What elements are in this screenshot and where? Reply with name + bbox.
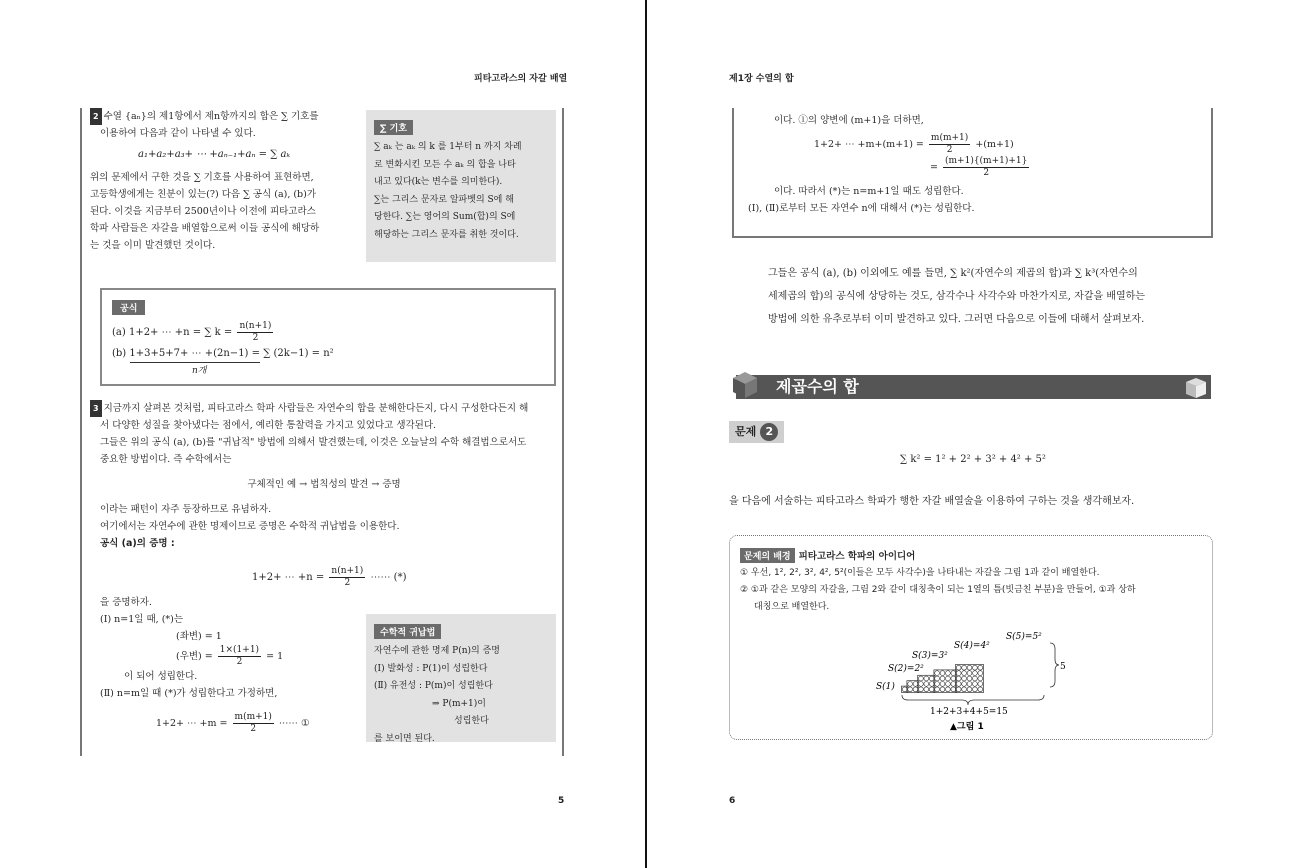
case-1: (Ⅰ) n=1일 때, (*)는 bbox=[100, 614, 184, 625]
sidebox-line: 성립한다 bbox=[454, 716, 489, 726]
figure-caption: ▲그림 1 bbox=[950, 722, 984, 732]
eq-tag: ⋯⋯ ① bbox=[278, 718, 310, 729]
sidebox-line: 당한다. ∑는 영어의 Sum(합)의 S에 bbox=[374, 212, 516, 222]
pebble bbox=[956, 682, 961, 687]
fraction bbox=[233, 712, 274, 735]
background-line: ① 우선, 1², 2², 3², 4², 5²(이들은 모두 사각수)을 나타내는 자갈을 그림 1과 같이 배열한다. bbox=[740, 568, 1100, 578]
numerator: n(n+1) bbox=[239, 321, 272, 331]
pebble bbox=[967, 687, 972, 692]
label-s2: S(2)=2² bbox=[888, 664, 924, 674]
pebble bbox=[967, 676, 972, 681]
text-line: 위의 문제에서 구한 것을 ∑ 기호를 사용하여 표현하면, bbox=[90, 172, 314, 183]
pebble-figure bbox=[870, 628, 1070, 732]
pebble bbox=[946, 676, 951, 681]
text-line: 이 되어 성립한다. bbox=[124, 671, 198, 682]
pebble bbox=[956, 665, 961, 670]
continuation-box bbox=[732, 108, 1213, 238]
sidebox-line: (Ⅰ) 발화성 : P(1)이 성립한다 bbox=[374, 663, 488, 674]
pebble bbox=[951, 687, 956, 692]
problem-equation: ∑ k² = 1² + 2² + 3² + 4² + 5² bbox=[900, 454, 1046, 465]
sidebox-tag: ∑ 기호 bbox=[374, 120, 413, 135]
fraction bbox=[329, 566, 365, 589]
pebble bbox=[919, 687, 924, 692]
problem-text: 을 다음에 서술하는 피타고라스 학파가 행한 자갈 배열술을 이용하여 구하는 것을 생각해보자. bbox=[729, 496, 1135, 507]
pebble bbox=[973, 682, 978, 687]
pebble bbox=[962, 665, 967, 670]
sidebox-line: 를 보이면 된다. bbox=[374, 733, 435, 744]
page-gutter bbox=[645, 0, 647, 868]
pebble bbox=[940, 687, 945, 692]
pebble bbox=[935, 676, 940, 681]
pebble bbox=[913, 682, 918, 687]
pebble bbox=[956, 687, 961, 692]
denominator: 2 bbox=[983, 168, 990, 178]
text-line: 학파 사람들은 자갈을 배열함으로써 이들 공식에 해당하 bbox=[90, 223, 320, 234]
sidebox-line: 내고 있다(k는 변수를 의미한다). bbox=[374, 177, 503, 187]
formula-lhs: 1+3+5+7+ ⋯ +(2n−1) = ∑ (2k−1) = n² bbox=[129, 348, 334, 359]
pebble bbox=[956, 671, 961, 676]
induction-sidebox bbox=[366, 614, 556, 742]
pebble bbox=[919, 682, 924, 687]
pebble bbox=[967, 665, 972, 670]
bottom-brace bbox=[902, 695, 1044, 705]
pebble bbox=[978, 676, 983, 681]
proof-body bbox=[100, 594, 360, 735]
pebble bbox=[940, 671, 945, 676]
left-running-head: 피타고라스의 자갈 배열 bbox=[474, 74, 568, 84]
fraction bbox=[237, 321, 273, 344]
pebble bbox=[978, 665, 983, 670]
proof-equation bbox=[252, 566, 406, 589]
pebble bbox=[929, 687, 934, 692]
pebble bbox=[908, 687, 913, 692]
text-line: 방법에 의한 유추로부터 이미 발견하고 있다. 그러면 다음으로 이들에 대해서 살펴보자. bbox=[768, 314, 1145, 325]
text-line: 이라는 패턴이 자주 등장하므로 유념하자. bbox=[100, 504, 272, 515]
text-line: 이용하여 다음과 같이 나타낼 수 있다. bbox=[100, 128, 256, 139]
text-line: 중요한 방법이다. 즉 수학에서는 bbox=[100, 454, 232, 465]
numerator: n(n+1) bbox=[331, 566, 364, 576]
label-s1: S(1) bbox=[876, 682, 895, 692]
numerator: 1×(1+1) bbox=[219, 645, 260, 655]
pebble bbox=[978, 682, 983, 687]
pebble bbox=[935, 687, 940, 692]
paragraph-3 bbox=[90, 400, 558, 552]
right-side bbox=[100, 645, 360, 668]
background-line: 대칭으로 배열한다. bbox=[754, 602, 830, 612]
formula-label: (a) bbox=[112, 327, 126, 338]
continuation-eq1 bbox=[734, 133, 1211, 156]
pebble bbox=[962, 682, 967, 687]
pebble bbox=[946, 682, 951, 687]
sidebox-line: ∑는 그리스 문자로 알파벳의 S에 해 bbox=[374, 194, 514, 205]
text-line: 서 다양한 성질을 찾아냈다는 점에서, 예리한 통찰력을 가지고 있었다고 생각된다. bbox=[100, 420, 437, 431]
pebble bbox=[951, 676, 956, 681]
pebble bbox=[962, 676, 967, 681]
pebble bbox=[935, 682, 940, 687]
pebble bbox=[978, 687, 983, 692]
pebble bbox=[962, 687, 967, 692]
pebble bbox=[967, 682, 972, 687]
eq-rhs: = 1 bbox=[266, 651, 284, 662]
label-s4: S(4)=4² bbox=[954, 641, 990, 651]
left-margin-rule bbox=[80, 108, 82, 756]
proof-title: 공식 (a)의 증명 : bbox=[100, 538, 175, 549]
label-side: 5 bbox=[1060, 662, 1066, 672]
pebble bbox=[973, 687, 978, 692]
fraction bbox=[929, 133, 970, 156]
eq-lhs: (우변) = bbox=[176, 651, 213, 662]
sidebox-line: 로 변화시킨 모든 수 aₖ 의 합을 나타 bbox=[374, 159, 516, 170]
right-brace bbox=[1050, 643, 1059, 687]
flow-line: 구체적인 예 → 법칙성의 발견 → 증명 bbox=[247, 479, 401, 490]
text-line: 이다. 따라서 (*)는 n=m+1일 때도 성립한다. bbox=[774, 186, 964, 197]
equals-sign: = bbox=[930, 162, 938, 173]
pebble bbox=[929, 676, 934, 681]
sum-equation: a₁+a₂+a₃+ ⋯ +aₙ₋₁+aₙ = ∑ aₖ bbox=[138, 149, 291, 160]
pebble bbox=[940, 676, 945, 681]
label-s3: S(3)=3² bbox=[912, 651, 948, 661]
right-running-head: 제1장 수열의 합 bbox=[729, 74, 794, 84]
text-line: 된다. 이것을 지금부터 2500년이나 이전에 피타고라스 bbox=[90, 206, 316, 217]
case-2: (Ⅱ) n=m일 때 (*)가 성립한다고 가정하면, bbox=[100, 688, 278, 699]
sidebox-line: (Ⅱ) 유전성 : P(m)이 성립한다 bbox=[374, 681, 493, 691]
pebble bbox=[935, 671, 940, 676]
section-cube-icon bbox=[729, 368, 763, 402]
eq-rhs: +(m+1) bbox=[975, 139, 1014, 150]
denominator: 2 bbox=[344, 578, 351, 588]
text-line: 는 것을 이미 발견했던 것이다. bbox=[90, 240, 216, 251]
numerator: m(m+1) bbox=[930, 133, 969, 143]
formula-tag: 공식 bbox=[112, 300, 145, 315]
sidebox-tag: 수학적 귀납법 bbox=[374, 624, 441, 639]
text-line: 세제곱의 합)의 공식에 상당하는 것도, 삼각수나 사각수와 마찬가지로, 자갈을 배열하는 bbox=[768, 291, 1145, 302]
fraction bbox=[943, 156, 1029, 179]
formula-lhs: 1+2+ ⋯ +n = ∑ k = bbox=[128, 327, 233, 338]
paragraph-number: 3 bbox=[90, 400, 102, 417]
pebble bbox=[951, 671, 956, 676]
problem-tag bbox=[729, 421, 784, 443]
right-page-number: 6 bbox=[729, 796, 736, 806]
numerator: m(m+1) bbox=[234, 712, 272, 722]
pebble bbox=[973, 671, 978, 676]
pebble bbox=[946, 687, 951, 692]
eq-lhs: 1+2+ ⋯ +m = bbox=[156, 718, 228, 729]
formula-box bbox=[100, 288, 556, 386]
right-margin-rule bbox=[562, 108, 564, 756]
pebble bbox=[924, 676, 929, 681]
background-tag: 문제의 배경 bbox=[740, 548, 795, 563]
pebble bbox=[919, 676, 924, 681]
denominator: 2 bbox=[946, 145, 953, 155]
denominator: 2 bbox=[236, 657, 243, 667]
sigma-sidebox bbox=[366, 110, 556, 262]
pebble bbox=[924, 682, 929, 687]
pebble bbox=[908, 682, 913, 687]
brace-label: n개 bbox=[192, 366, 207, 376]
text-line: 여기에서는 자연수에 관한 명제이므로 증명은 수학적 귀납법을 이용한다. bbox=[100, 521, 400, 532]
pebble bbox=[913, 687, 918, 692]
pebble bbox=[978, 671, 983, 676]
formula-label: (b) bbox=[112, 348, 127, 359]
denominator: 2 bbox=[252, 333, 259, 343]
section-header bbox=[736, 375, 1211, 399]
pebble bbox=[962, 671, 967, 676]
case-2-equation bbox=[100, 712, 360, 735]
pebble bbox=[929, 682, 934, 687]
text-line: 지금까지 살펴본 것처럼, 피타고라스 학파 사람들은 자연수의 합을 분해한다든지, 다시 구성한다든지 해 bbox=[103, 403, 529, 414]
fraction bbox=[218, 645, 261, 668]
paragraph-number: 2 bbox=[90, 108, 102, 125]
eq-lhs: 1+2+ ⋯ +m+(m+1) = bbox=[814, 139, 924, 150]
paragraph-2 bbox=[90, 108, 360, 254]
pebble bbox=[924, 687, 929, 692]
text-line: (Ⅰ), (Ⅱ)로부터 모든 자연수 n에 대해서 (*)는 성립한다. bbox=[748, 203, 975, 214]
left-side: (좌변) = 1 bbox=[176, 631, 222, 642]
background-line: ② ①과 같은 모양의 자갈을, 그림 2와 같이 대칭축이 되는 1열의 틈(빗금친 부분)을 만들어, ①과 상하 bbox=[740, 585, 1136, 595]
pebble bbox=[902, 687, 907, 692]
continuation-eq2 bbox=[734, 156, 1211, 179]
label-s5: S(5)=5² bbox=[1006, 632, 1042, 642]
section-cube-corner-icon bbox=[1182, 376, 1210, 400]
background-title: 피타고라스 학파의 아이디어 bbox=[798, 551, 916, 562]
text-line: 을 증명하자. bbox=[100, 597, 152, 608]
text-line: 그들은 공식 (a), (b) 이외에도 예를 들면, ∑ k²(자연수의 제곱의 합)과 ∑ k³(자연수의 bbox=[768, 268, 1138, 279]
eq-tag: ⋯⋯ (*) bbox=[370, 572, 407, 583]
pebble bbox=[940, 682, 945, 687]
problem-number: 2 bbox=[760, 423, 778, 441]
body-paragraph bbox=[768, 262, 1214, 331]
text-line: 수열 {aₙ}의 제1항에서 제n항까지의 합은 ∑ 기호를 bbox=[103, 111, 319, 122]
left-page-number: 5 bbox=[558, 796, 565, 806]
pebble bbox=[946, 671, 951, 676]
sidebox-line: ∑ aₖ 는 aₖ 의 k 를 1부터 n 까지 차례 bbox=[374, 142, 522, 152]
sidebox-line: ⇒ P(m+1)이 bbox=[432, 698, 486, 709]
pebble bbox=[956, 676, 961, 681]
sidebox-line: 자연수에 관한 명제 P(n)의 증명 bbox=[374, 646, 500, 656]
section-title: 제곱수의 합 bbox=[776, 377, 859, 396]
sidebox-line: 해당하는 그리스 문자를 취한 것이다. bbox=[374, 229, 519, 240]
text-line: 고등학생에게는 친분이 있는(?) 다음 ∑ 공식 (a), (b)가 bbox=[90, 189, 317, 200]
label-bottom: 1+2+3+4+5=15 bbox=[930, 707, 1008, 717]
denominator: 2 bbox=[250, 724, 257, 734]
pebble bbox=[951, 682, 956, 687]
eq-lhs: 1+2+ ⋯ +n = bbox=[252, 572, 325, 583]
text-line: 그들은 위의 공식 (a), (b)를 "귀납적" 방법에 의해서 발견했는데, 이것은 오늘날의 수학 해결법으로서도 bbox=[100, 437, 527, 448]
pebble bbox=[973, 665, 978, 670]
numerator: (m+1){(m+1)+1} bbox=[945, 156, 1028, 166]
text-line: 이다. ①의 양변에 (m+1)을 더하면, bbox=[774, 115, 924, 126]
pebble bbox=[973, 676, 978, 681]
formula-b bbox=[112, 348, 544, 359]
problem-label: 문제 bbox=[735, 425, 757, 438]
pebble bbox=[967, 671, 972, 676]
formula-a bbox=[112, 321, 544, 344]
